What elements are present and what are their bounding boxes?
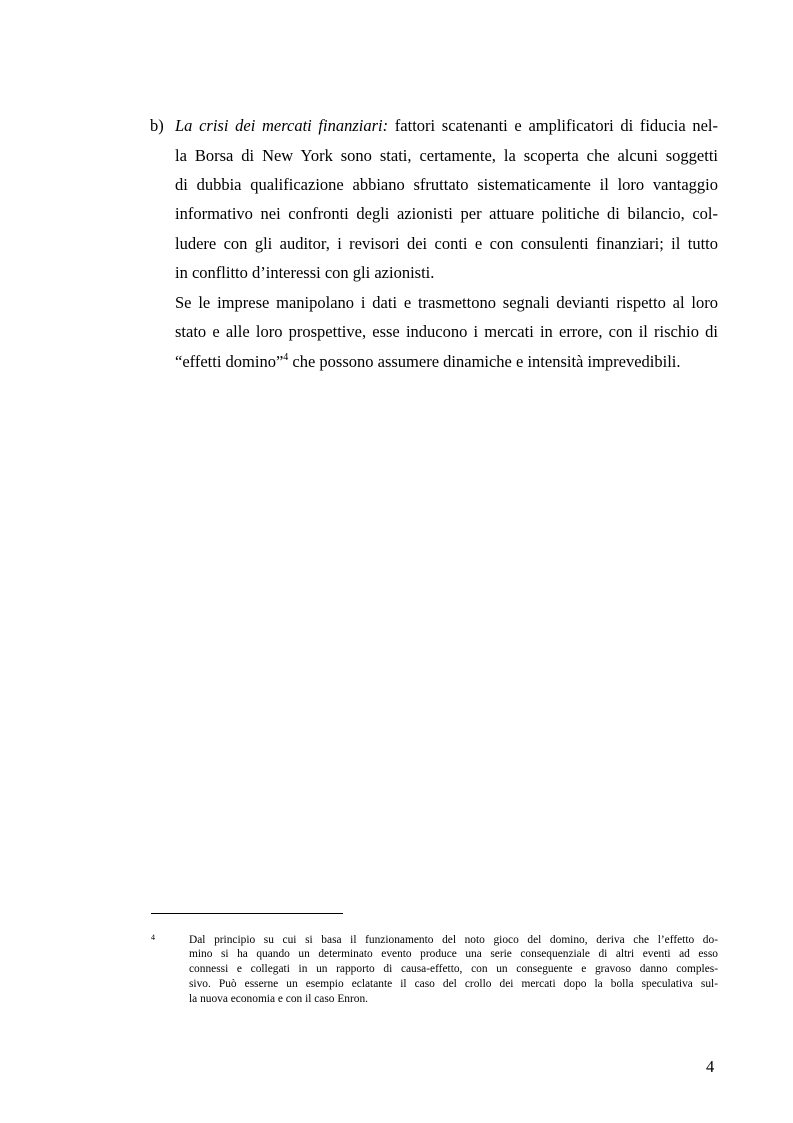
text-line: fattori scatenanti e amplificatori di fiducia nel-	[388, 116, 718, 135]
text-line: ludere con gli auditor, i revisori dei conti e con consulenti finanziari; il tutto	[175, 234, 718, 253]
list-item-heading: La crisi dei mercati finanziari:	[175, 116, 389, 135]
list-marker: b)	[150, 116, 164, 135]
text-line: in conflitto d’interessi con gli azionisti.	[175, 263, 435, 282]
footnote-separator	[151, 913, 343, 914]
text-fragment: che possono assumere dinamiche e intensità imprevedibili.	[288, 352, 681, 371]
text-line: informativo nei confronti degli azionisti per attuare politiche di bilancio, col-	[175, 204, 718, 223]
text-line: Se le imprese manipolano i dati e trasmettono segnali devianti rispetto al loro	[175, 293, 718, 312]
footnote-reference[interactable]: 4	[283, 352, 289, 363]
footnote-line: connessi e collegati in un rapporto di causa-effetto, con un conseguente e gravoso danno comples-	[189, 963, 718, 975]
page-number: 4	[706, 1057, 715, 1076]
list-item-first-line	[175, 116, 718, 136]
text-line-with-footnote-ref	[175, 352, 718, 372]
footnote-line: mino si ha quando un determinato evento produce una serie consequenziale di altri eventi ad esso	[189, 948, 718, 960]
text-line: di dubbia qualificazione abbiano sfruttato sistematicamente il loro vantaggio	[175, 175, 718, 194]
text-line: la Borsa di New York sono stati, certamente, la scoperta che alcuni soggetti	[175, 146, 718, 165]
footnote-line: Dal principio su cui si basa il funzionamento del noto gioco del domino, deriva che l’effetto do-	[189, 934, 718, 946]
text-fragment: “effetti domino”	[175, 352, 284, 371]
footnote-number: 4	[151, 933, 155, 942]
footnote-line: la nuova economia e con il caso Enron.	[189, 993, 369, 1005]
text-line: stato e alle loro prospettive, esse inducono i mercati in errore, con il rischio di	[175, 322, 718, 341]
footnote-line: sivo. Può esserne un esempio eclatante il caso del crollo dei mercati dopo la bolla speculativa sul-	[189, 978, 718, 990]
